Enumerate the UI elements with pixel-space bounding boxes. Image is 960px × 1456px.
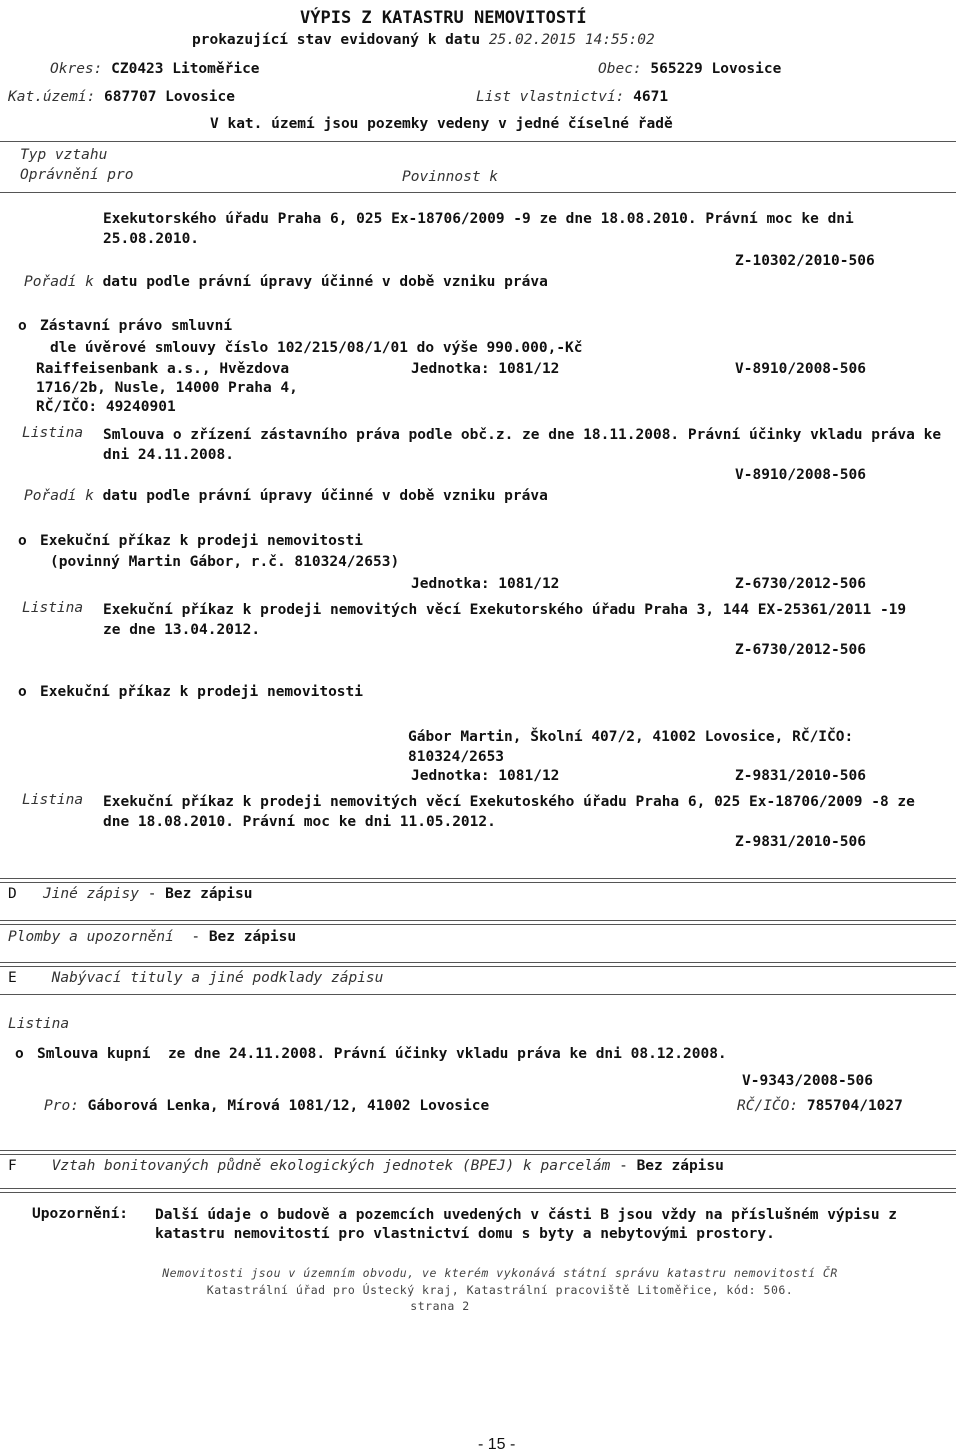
obec-value: 565229 Lovosice xyxy=(650,61,782,77)
section-f-letter: F xyxy=(8,1158,17,1174)
entry1-listina-label: Listina xyxy=(22,425,84,441)
entry1-ref: V-8910/2008-506 xyxy=(735,361,866,377)
section-d-value: Bez zápisu xyxy=(165,886,253,902)
list-label: List vlastnictví: xyxy=(476,89,625,105)
entry2-listina-label: Listina xyxy=(22,600,84,616)
entry1-title-text: Zástavní právo smluvní xyxy=(40,318,233,334)
subtitle xyxy=(192,32,655,48)
subtitle-date: 25.02.2015 14:55:02 xyxy=(488,32,655,48)
top-block-poradi xyxy=(24,274,548,290)
divider xyxy=(0,192,956,193)
entry3-title-text: Exekuční příkaz k prodeji nemovitosti xyxy=(40,684,364,700)
section-e-item-ref: V-9343/2008-506 xyxy=(742,1073,873,1089)
subtitle-label: prokazující stav evidovaný k datu xyxy=(192,32,481,48)
entry1-poradi xyxy=(24,488,548,504)
plomby-value: Bez zápisu xyxy=(208,929,297,945)
entry2-ref: Z-6730/2012-506 xyxy=(735,576,866,592)
entry3-party: Gábor Martin, Školní 407/2, 41002 Lovosice, RČ/IČO: 810324/2653 xyxy=(408,729,854,765)
pro-value: Gáborová Lenka, Mírová 1081/12, 41002 Lovosice xyxy=(87,1098,490,1114)
divider xyxy=(0,994,956,995)
entry2-desc: (povinný Martin Gábor, r.č. 810324/2653) xyxy=(50,554,400,570)
section-e-rc xyxy=(737,1098,903,1114)
section-d-letter: D xyxy=(8,886,17,902)
section-f-value: Bez zápisu xyxy=(636,1158,724,1174)
col-povinnost-k: Povinnost k xyxy=(402,169,499,185)
col-opravneni-pro: Oprávnění pro xyxy=(20,167,134,183)
entry3-jednotka: Jednotka: 1081/12 xyxy=(411,768,560,784)
entry2-title-text: Exekuční příkaz k prodeji nemovitosti xyxy=(40,533,364,549)
entry1-party-line3: RČ/IČO: 49240901 xyxy=(36,399,176,415)
plomby-label: Plomby a upozornění xyxy=(8,929,174,945)
col-typ-vztahu: Typ vztahu xyxy=(20,147,108,163)
footer-line2: Katastrální úřad pro Ústecký kraj, Katastrální pracoviště Litoměřice, kód: 506. xyxy=(206,1283,794,1297)
bullet-icon: o xyxy=(18,318,27,334)
section-e-item xyxy=(15,1046,727,1062)
section-f xyxy=(8,1158,724,1174)
list-row xyxy=(476,89,668,105)
section-divider xyxy=(0,1188,956,1193)
poradi-text: datu podle právní úpravy účinné v době vzniku práva xyxy=(102,488,548,504)
entry1-jednotka: Jednotka: 1081/12 xyxy=(411,361,560,377)
entry3-ref-below: Z-9831/2010-506 xyxy=(735,834,866,850)
section-d-label: Jiné zápisy xyxy=(42,886,139,902)
entry1-party-line2: 1716/2b, Nusle, 14000 Praha 4, xyxy=(36,380,298,396)
okres-row xyxy=(50,61,260,77)
footer-line3: strana 2 xyxy=(410,1299,470,1313)
warning-text: Další údaje o budově a pozemcích uvedených v části B jsou vždy na příslušném výpisu z katastru nemovitostí pro vlastnictví domu s byty a nebytovými prostory. xyxy=(155,1207,898,1242)
entry3-listina-text: Exekuční příkaz k prodeji nemovitých věcí Exekutoského úřadu Praha 6, 025 Ex-18706/2009 -8 ze dne 18.08.2010. Právní moc ke dni 11.05.2012. xyxy=(103,794,915,830)
section-f-label: Vztah bonitovaných půdně ekologických jednotek (BPEJ) k parcelám xyxy=(51,1158,611,1174)
entry1-party-line1: Raiffeisenbank a.s., Hvězdova xyxy=(36,361,290,377)
bullet-icon: o xyxy=(15,1046,24,1062)
katuzemi-label: Kat.území: xyxy=(8,89,96,105)
okres-label: Okres: xyxy=(50,61,103,77)
section-e-label: Nabývací tituly a jiné podklady zápisu xyxy=(51,970,384,986)
plomby-dash: - xyxy=(191,929,201,945)
pro-label: Pro: xyxy=(44,1098,79,1114)
rc-value: 785704/1027 xyxy=(806,1098,903,1114)
header-note: V kat. území jsou pozemky vedeny v jedné číselné řadě xyxy=(210,116,673,132)
section-divider xyxy=(0,962,956,967)
poradi-label: Pořadí k xyxy=(24,274,94,290)
list-value: 4671 xyxy=(633,89,669,105)
section-e xyxy=(8,970,383,986)
obec-row xyxy=(598,61,781,77)
warning-label: Upozornění: xyxy=(32,1206,129,1222)
section-e-pro xyxy=(44,1098,489,1114)
section-divider xyxy=(0,878,956,883)
section-f-dash: - xyxy=(619,1158,628,1174)
katuzemi-row xyxy=(8,89,235,105)
entry2-listina-text: Exekuční příkaz k prodeji nemovitých věcí Exekutorského úřadu Praha 3, 144 EX-25361/2011 -19 ze dne 13.04.2012. xyxy=(103,602,907,638)
footer-line1: Nemovitosti jsou v územním obvodu, ve kterém vykonává státní správu katastru nemovitostí ČR xyxy=(162,1266,838,1280)
plomby xyxy=(8,929,296,945)
poradi-label: Pořadí k xyxy=(24,488,94,504)
section-d xyxy=(8,886,252,902)
section-divider xyxy=(0,1150,956,1155)
section-e-item-text: Smlouva kupní ze dne 24.11.2008. Právní účinky vkladu práva ke dni 08.12.2008. xyxy=(37,1046,727,1062)
bullet-icon: o xyxy=(18,533,27,549)
page-number: - 15 - xyxy=(478,1436,516,1453)
poradi-text: datu podle právní úpravy účinné v době vzniku práva xyxy=(102,274,548,290)
entry2-ref-below: Z-6730/2012-506 xyxy=(735,642,866,658)
entry1-desc: dle úvěrové smlouvy číslo 102/215/08/1/01 do výše 990.000,-Kč xyxy=(50,340,583,356)
entry1-title xyxy=(18,318,232,334)
rc-label: RČ/IČO: xyxy=(737,1098,799,1114)
top-block-text: Exekutorského úřadu Praha 6, 025 Ex-18706/2009 -9 ze dne 18.08.2010. Právní moc ke dni 25.08.2010. xyxy=(103,211,854,247)
section-e-letter: E xyxy=(8,970,17,986)
okres-value: CZ0423 Litoměřice xyxy=(111,61,260,77)
entry2-title xyxy=(18,533,363,549)
section-d-dash: - xyxy=(147,886,157,902)
obec-label: Obec: xyxy=(598,61,642,77)
entry1-ref-below: V-8910/2008-506 xyxy=(735,467,866,483)
section-e-listina-label: Listina xyxy=(8,1016,70,1032)
top-block-ref: Z-10302/2010-506 xyxy=(735,253,875,269)
entry1-listina-text: Smlouva o zřízení zástavního práva podle obč.z. ze dne 18.11.2008. Právní účinky vkladu práva ke dni 24.11.2008. xyxy=(103,427,942,463)
page-title: VÝPIS Z KATASTRU NEMOVITOSTÍ xyxy=(300,8,587,28)
entry3-listina-label: Listina xyxy=(22,792,84,808)
entry2-jednotka: Jednotka: 1081/12 xyxy=(411,576,560,592)
katuzemi-value: 687707 Lovosice xyxy=(104,89,235,105)
entry3-ref: Z-9831/2010-506 xyxy=(735,768,866,784)
divider xyxy=(0,141,956,142)
bullet-icon: o xyxy=(18,684,27,700)
entry3-title xyxy=(18,684,363,700)
section-divider xyxy=(0,920,956,925)
